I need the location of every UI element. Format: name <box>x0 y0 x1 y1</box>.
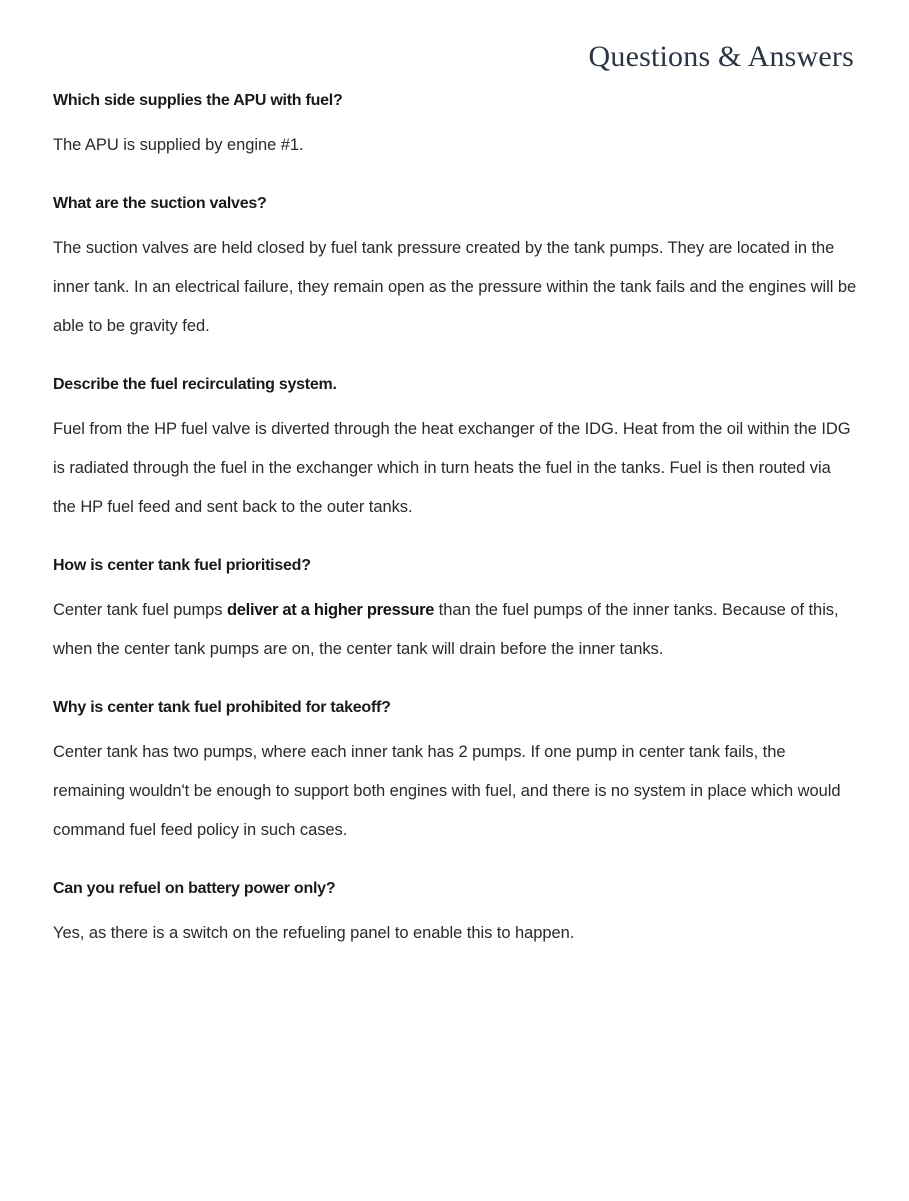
qa-answer <box>53 733 857 850</box>
qa-answer <box>53 914 857 953</box>
qa-list <box>53 90 857 953</box>
qa-question: Describe the fuel recirculating system. <box>53 376 337 393</box>
qa-question: How is center tank fuel prioritised? <box>53 557 311 574</box>
qa-answer-text: Center tank has two pumps, where each inner tank has 2 pumps. If one pump in center tank fails, the remaining wouldn't be enough to support both engines with fuel, and there is no system in place which would command fuel feed policy in such cases. <box>53 743 841 839</box>
qa-question: Can you refuel on battery power only? <box>53 880 336 897</box>
qa-question: Which side supplies the APU with fuel? <box>53 92 343 109</box>
qa-answer <box>53 410 857 527</box>
qa-answer-text: The suction valves are held closed by fuel tank pressure created by the tank pumps. They are located in the inner tank. In an electrical failure, they remain open as the pressure within the tank fails and the engines will be able to be gravity fed. <box>53 239 857 335</box>
qa-question: What are the suction valves? <box>53 195 267 212</box>
qa-question: Why is center tank fuel prohibited for takeoff? <box>53 699 391 716</box>
qa-answer-emphasis: deliver at a higher pressure <box>227 601 435 619</box>
page-title: Questions & Answers <box>588 40 854 73</box>
qa-item <box>53 697 857 850</box>
qa-answer-text: Yes, as there is a switch on the refueling panel to enable this to happen. <box>53 924 575 942</box>
qa-item <box>53 555 857 669</box>
qa-item <box>53 374 857 527</box>
qa-answer-text-cont: than the fuel pumps of the inner tanks. Because of this, when the center tank pumps are on, the center tank will drain before the inner tanks. <box>53 601 839 658</box>
qa-answer <box>53 591 857 669</box>
qa-answer-text: Fuel from the HP fuel valve is diverted through the heat exchanger of the IDG. Heat from the oil within the IDG is radiated through the fuel in the exchanger which in turn heats the fuel in the tanks. Fuel is then routed via the HP fuel feed and sent back to the outer tanks. <box>53 420 851 516</box>
qa-item <box>53 90 857 165</box>
qa-item <box>53 193 857 346</box>
qa-answer-text: The APU is supplied by engine #1. <box>53 136 304 154</box>
qa-answer <box>53 126 857 165</box>
qa-item <box>53 878 857 953</box>
qa-answer-text: Center tank fuel pumps <box>53 601 228 619</box>
qa-answer <box>53 229 857 346</box>
